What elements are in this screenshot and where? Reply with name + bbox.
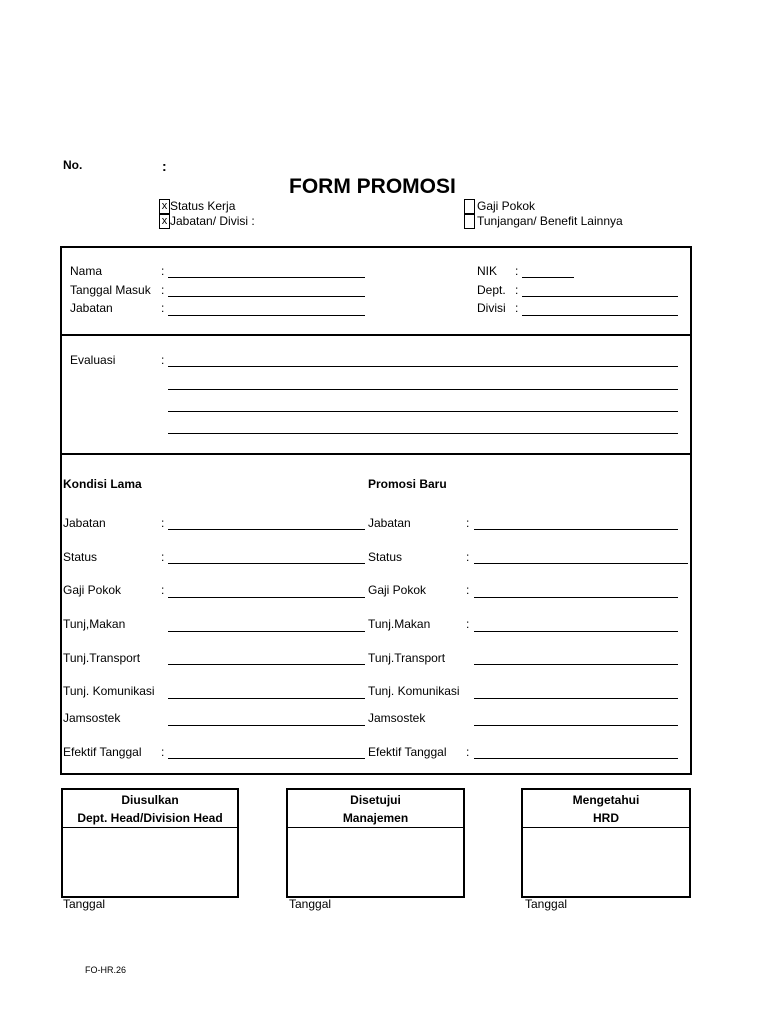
date-label: Tanggal [63,897,106,911]
dept-label: Dept. [477,283,506,297]
signature-title: HRD [593,811,619,825]
no-label: No. [63,158,83,172]
checkbox-jabatan-divisi[interactable]: x [159,214,170,229]
new-gaji-pokok-field[interactable] [474,597,678,598]
old-tunj-transport-label: Tunj.Transport [63,651,141,665]
jabatan-field[interactable] [168,315,365,316]
form-title: FORM PROMOSI [289,175,456,198]
checkbox-label-jabatan-divisi: Jabatan/ Divisi : [170,214,255,228]
checkbox-tunjangan[interactable] [464,214,475,229]
new-tunj-transport-field[interactable] [474,664,678,665]
old-status-field[interactable] [168,563,365,564]
checkbox-status-kerja[interactable]: x [159,199,170,214]
signature-role: Diusulkan [121,793,179,807]
new-gaji-pokok-label: Gaji Pokok [368,583,427,597]
signature-role: Mengetahui [572,793,640,807]
new-status-field[interactable] [474,563,688,564]
signature-title: Manajemen [342,811,409,825]
old-jamsostek-label: Jamsostek [63,711,121,725]
colon: : [466,550,470,564]
jabatan-label: Jabatan [70,301,113,315]
old-jabatan-label: Jabatan [63,516,106,530]
section-divider [60,453,692,455]
new-jabatan-field[interactable] [474,529,678,530]
colon: : [161,550,165,564]
new-tunj-transport-label: Tunj.Transport [368,651,446,665]
colon: : [466,745,470,759]
new-status-label: Status [368,550,403,564]
colon: : [161,353,165,367]
nama-field[interactable] [168,277,365,278]
old-gaji-pokok-label: Gaji Pokok [63,583,122,597]
old-jamsostek-field[interactable] [168,725,365,726]
old-status-label: Status [63,550,98,564]
old-jabatan-field[interactable] [168,529,365,530]
new-efektif-tanggal-field[interactable] [474,758,678,759]
date-label: Tanggal [289,897,332,911]
checkbox-gaji-pokok[interactable] [464,199,475,214]
signature-role: Disetujui [350,793,401,807]
evaluasi-line[interactable] [168,366,678,367]
colon: : [161,264,165,278]
new-jamsostek-label: Jamsostek [368,711,426,725]
old-efektif-tanggal-label: Efektif Tanggal [63,745,142,759]
old-tunj-makan-label: Tunj,Makan [63,617,126,631]
signature-header [63,790,237,828]
new-efektif-tanggal-label: Efektif Tanggal [368,745,447,759]
colon: : [161,745,165,759]
divisi-field[interactable] [522,315,678,316]
evaluasi-label: Evaluasi [70,353,116,367]
old-tunj-transport-field[interactable] [168,664,365,665]
old-tunj-komunikasi-label: Tunj. Komunikasi [63,684,155,698]
dept-field[interactable] [522,296,678,297]
new-jabatan-label: Jabatan [368,516,411,530]
signature-title: Dept. Head/Division Head [77,811,223,825]
checkbox-label-tunjangan: Tunjangan/ Benefit Lainnya [477,214,623,228]
form-code: FO-HR.26 [85,965,127,975]
evaluasi-line[interactable] [168,433,678,434]
new-jamsostek-field[interactable] [474,725,678,726]
colon: : [515,301,519,315]
signature-header [288,790,463,828]
promosi-baru-title: Promosi Baru [368,477,447,491]
colon: : [161,516,165,530]
signature-box-mengetahui[interactable] [521,788,691,898]
signature-header [523,790,689,828]
date-label: Tanggal [525,897,568,911]
checkbox-label-status-kerja: Status Kerja [170,199,236,213]
nik-field[interactable] [522,277,574,278]
new-tunj-makan-label: Tunj.Makan [368,617,431,631]
checkbox-label-gaji-pokok: Gaji Pokok [477,199,536,213]
signature-box-diusulkan[interactable] [61,788,239,898]
old-tunj-makan-field[interactable] [168,631,365,632]
colon: : [515,264,519,278]
divisi-label: Divisi [477,301,506,315]
colon: : [466,583,470,597]
new-tunj-komunikasi-label: Tunj. Komunikasi [368,684,460,698]
colon: : [161,301,165,315]
section-divider [60,334,692,336]
colon: : [161,283,165,297]
new-tunj-makan-field[interactable] [474,631,678,632]
colon: : [515,283,519,297]
nik-label: NIK [477,264,498,278]
old-tunj-komunikasi-field[interactable] [168,698,365,699]
tanggal-masuk-label: Tanggal Masuk [70,283,151,297]
tanggal-masuk-field[interactable] [168,296,365,297]
nama-label: Nama [70,264,103,278]
colon: : [466,516,470,530]
colon: : [161,583,165,597]
no-colon: : [162,158,167,174]
kondisi-lama-title: Kondisi Lama [63,477,142,491]
new-tunj-komunikasi-field[interactable] [474,698,678,699]
colon: : [466,617,470,631]
old-gaji-pokok-field[interactable] [168,597,365,598]
signature-box-disetujui[interactable] [286,788,465,898]
old-efektif-tanggal-field[interactable] [168,758,365,759]
evaluasi-line[interactable] [168,389,678,390]
evaluasi-line[interactable] [168,411,678,412]
